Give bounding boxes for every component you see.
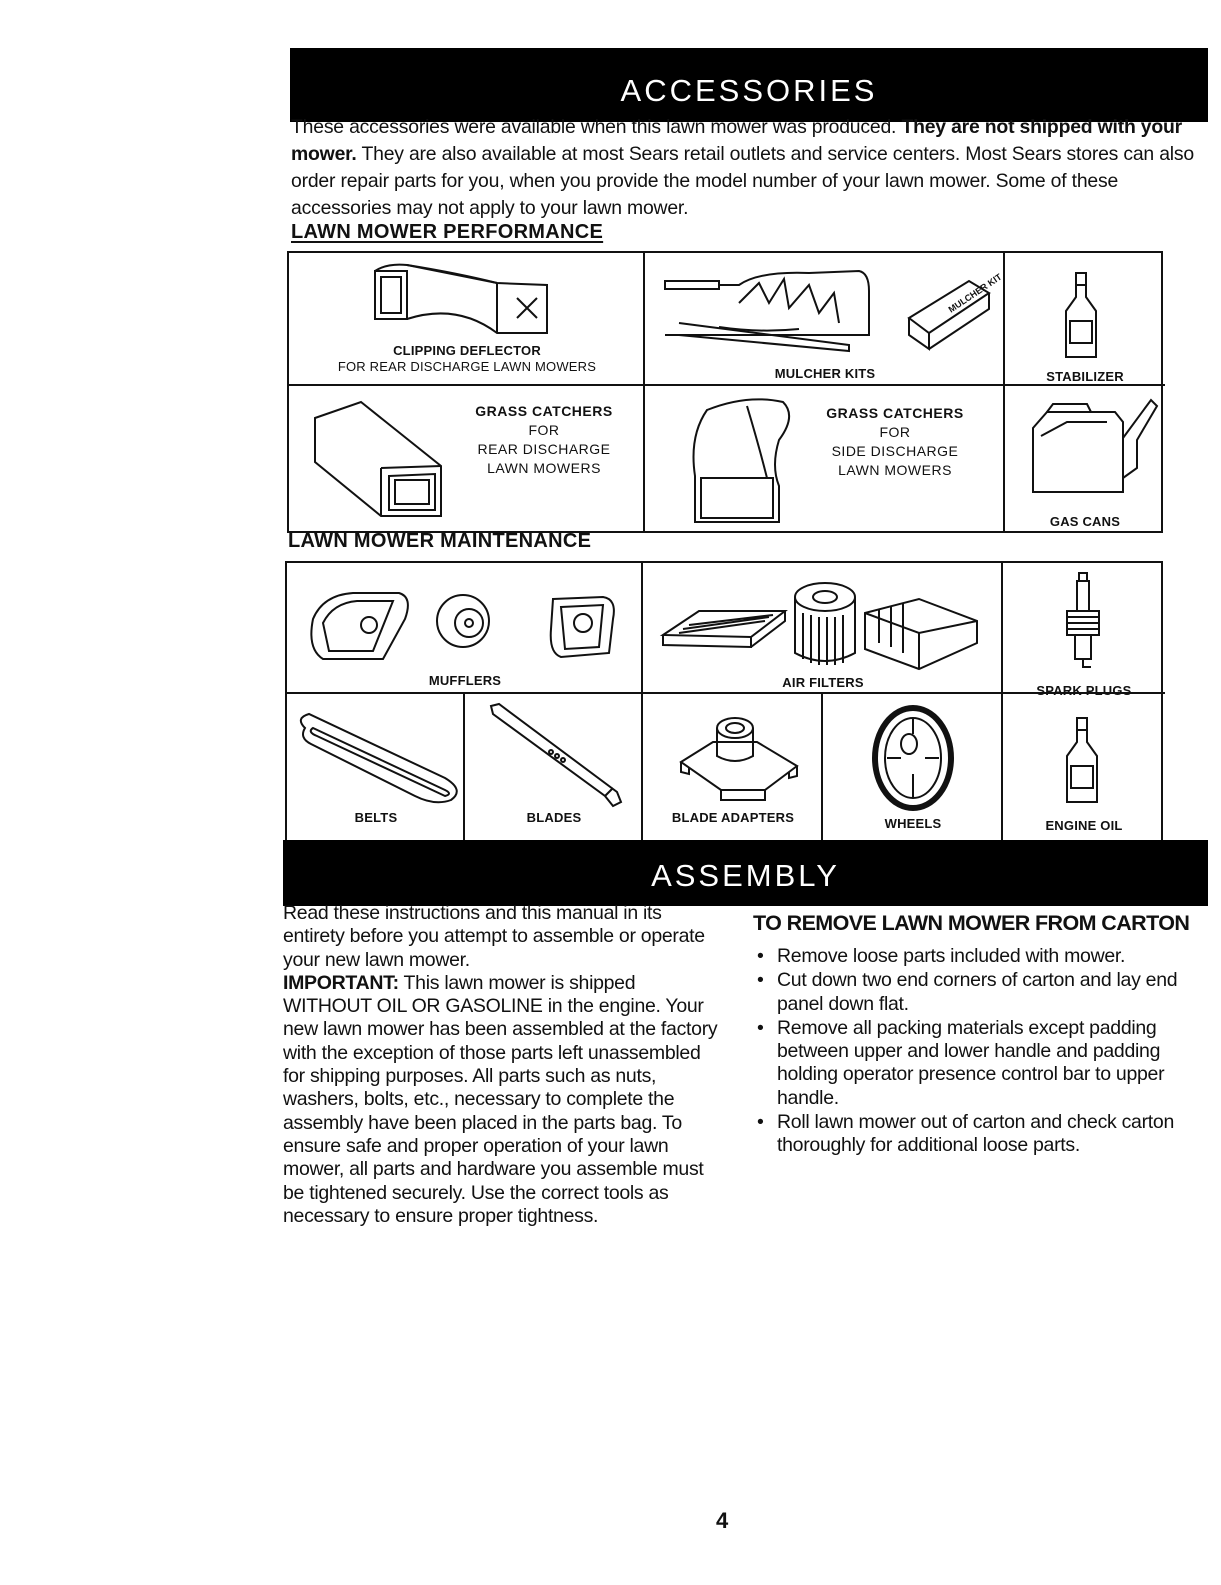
cell-spark-plugs: [1003, 563, 1165, 698]
list-item: • Roll lawn mower out of carton and check carton thoroughly for additional loose parts.: [777, 1111, 1193, 1158]
assembly-paragraph-1: Read these instructions and this manual in its entirety before you attempt to assemble or operate your new lawn mower.: [283, 902, 705, 971]
list-item: • Remove all packing materials except padding between upper and lower handle and padding holding operator presence control bar to upper handle.: [777, 1017, 1193, 1110]
cell-blades: [465, 694, 643, 843]
side-catchers-title: GRASS CATCHERS: [826, 405, 964, 421]
side-catchers-label: [810, 404, 980, 480]
side-catchers-l4: LAWN MOWERS: [838, 462, 952, 478]
blade-icon: [487, 702, 627, 812]
clipping-deflector-line1: CLIPPING DEFLECTOR: [393, 343, 541, 358]
side-catchers-l2: FOR: [879, 424, 911, 440]
remove-from-carton-section: [753, 910, 1193, 1159]
performance-heading: LAWN MOWER PERFORMANCE: [291, 221, 604, 243]
rear-catchers-l2: FOR: [528, 422, 560, 438]
remove-from-carton-heading: TO REMOVE LAWN MOWER FROM CARTON: [753, 911, 1190, 935]
belts-label: BELTS: [354, 810, 398, 825]
engine-oil-bottle-icon: [1061, 716, 1105, 806]
cell-stabilizer: [1005, 253, 1165, 386]
accessories-intro: [291, 114, 1203, 222]
blade-adapter-icon: [673, 706, 803, 806]
rear-catchers-l3: REAR DISCHARGE: [477, 441, 611, 457]
spark-plug-icon: [1063, 571, 1103, 671]
clipping-deflector-line2: FOR REAR DISCHARGE LAWN MOWERS: [337, 359, 597, 374]
cell-engine-oil: [1003, 694, 1165, 843]
page-number: 4: [716, 1508, 729, 1533]
rear-grass-catcher-icon: [311, 398, 461, 518]
mulcher-kits-label: MULCHER KITS: [774, 366, 876, 381]
cell-belts: [287, 694, 465, 843]
assembly-instructions: [283, 902, 723, 1228]
cell-side-catchers: [645, 386, 1005, 533]
remove-steps-list: [753, 945, 1193, 1158]
cell-wheels: [823, 694, 1003, 843]
cell-gas-cans: [1005, 386, 1165, 533]
blades-label: BLADES: [526, 810, 582, 825]
rear-catchers-title: GRASS CATCHERS: [475, 403, 613, 419]
maintenance-heading: LAWN MOWER MAINTENANCE: [288, 530, 592, 552]
air-filters-icon: [659, 573, 989, 673]
belt-icon: [295, 708, 463, 808]
mulcher-box-text: MULCHER KIT: [946, 271, 1004, 315]
side-catchers-l3: SIDE DISCHARGE: [831, 443, 959, 459]
gas-cans-label: GAS CANS: [1049, 514, 1121, 529]
cell-mulcher-kits: [645, 253, 1005, 386]
intro-text-b: They are also available at most Sears retail outlets and service centers. Most Sears stores can also order repair parts for you, when you provide the model number of your lawn mower. Some of these accessories may not apply to your lawn mower.: [291, 143, 1194, 219]
important-text: This lawn mower is shipped WITHOUT OIL OR GASOLINE in the engine. Your new lawn mower has been assembled at the factory with the exception of those parts left unassembled for shipping purposes. All parts such as nuts, washers, bolts, etc., necessary to complete the assembly have been placed in the parts bag. To ensure safe and proper operation of your lawn mower, all parts and hardware you assemble must be tightened securely. Use the correct tools as necessary to ensure proper tightness.: [283, 971, 718, 1227]
assembly-banner: [283, 840, 1208, 906]
rear-catchers-label: [459, 402, 629, 478]
intro-text-a: These accessories were available when this lawn mower was produced.: [291, 116, 902, 138]
cell-clipping-deflector: [289, 253, 645, 386]
maintenance-grid: [285, 561, 1163, 843]
stabilizer-label: STABILIZER: [1046, 369, 1124, 384]
spark-plugs-label: SPARK PLUGS: [1036, 683, 1132, 698]
stabilizer-bottle-icon: [1060, 271, 1104, 361]
list-item: • Cut down two end corners of carton and lay end panel down flat.: [777, 969, 1193, 1016]
cell-mufflers: [287, 563, 643, 694]
intro-bold: They are not shipped with your mower.: [291, 116, 1183, 165]
blade-adapters-label: BLADE ADAPTERS: [671, 810, 795, 825]
cell-blade-adapters: [643, 694, 823, 843]
engine-oil-label: ENGINE OIL: [1045, 818, 1123, 833]
cell-air-filters: [643, 563, 1003, 694]
assembly-title: ASSEMBLY: [651, 858, 840, 893]
accessories-banner: [290, 48, 1208, 122]
wheels-label: WHEELS: [884, 816, 942, 831]
clipping-deflector-icon: [367, 263, 567, 343]
accessories-title: ACCESSORIES: [620, 73, 878, 108]
important-label: IMPORTANT:: [283, 971, 399, 994]
mufflers-icon: [303, 579, 633, 669]
cell-rear-catchers: [289, 386, 645, 533]
side-grass-catcher-icon: [687, 396, 797, 524]
rear-catchers-l4: LAWN MOWERS: [487, 460, 601, 476]
mulcher-kits-icon: [659, 263, 1004, 359]
wheel-icon: [863, 704, 963, 814]
performance-grid: [287, 251, 1163, 533]
gas-can-icon: [1027, 398, 1157, 498]
assembly-paragraph-2: [283, 972, 723, 1228]
clipping-deflector-label: [289, 343, 645, 375]
list-item: • Remove loose parts included with mower.: [777, 945, 1193, 968]
air-filters-label: AIR FILTERS: [782, 675, 864, 690]
mufflers-label: MUFFLERS: [428, 673, 502, 688]
